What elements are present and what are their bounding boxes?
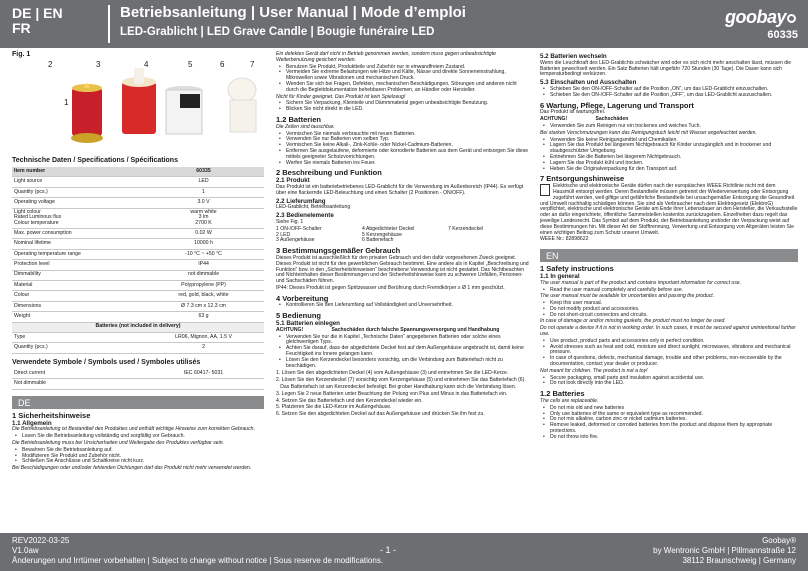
paragraph: Das Produkt ist ein batteriebetriebenes LED-Grablicht für die Verwendung im Außenbereich (IP44). Es verfügt über eine flackernde LED-Beleuchtung und einen Schalter (2 Positionen - ON/OFF).: [276, 183, 524, 196]
column-middle: [276, 52, 530, 419]
figure-label: Fig. 1: [12, 51, 31, 58]
list-item: • Lagern Sie das Produkt bei längerem Nichtgebrauch für Kinder unzugänglich und in trockener und staubgeschützter Umgebung.: [540, 143, 798, 155]
revision: REV2022-03-25: [12, 536, 70, 545]
heading-controls: 2.3 Bedienelemente: [276, 212, 334, 220]
list-item: • Vermischen Sie niemals verbrauchte mit neuen Batterien.: [276, 132, 530, 138]
paragraph: LED-Grablicht, Betriebsanleitung: [276, 204, 351, 211]
table-cell-label: Quantity (pcs.): [12, 187, 143, 197]
control-item: 1 ON-/OFF-Schalter: [276, 225, 322, 232]
list-item: • Kontrollieren Sie den Lieferumfang auf Vollständigkeit und Unversehrtheit.: [276, 303, 530, 309]
list-item: • Modifizieren Sie Produkt und Zubehör nicht.: [12, 454, 264, 460]
list-item: • Do not throw into fire.: [540, 435, 798, 441]
column-left: [12, 52, 264, 473]
paragraph: In case of damage or and/or missing gaskets, the product must no longer be used.: [540, 318, 726, 325]
bullet-list: [276, 132, 530, 167]
bullet-list: [540, 138, 798, 173]
heading-insert-batteries: 5.1 Batterien einlegen: [276, 320, 340, 328]
list-item: • Entfernen Sie ausgelaufene, deformierte oder korrodierte Batterien aus dem Gerät und entsorgen Sie diese mittels geeigneter Schutzvorrichtungen.: [276, 149, 530, 161]
footer-left: [12, 536, 383, 566]
list-item: • Schließen Sie Anschlüsse und Schaltkreise nicht kurz.: [12, 459, 264, 465]
table-cell-value: 63 g: [143, 312, 264, 322]
specs-table: [12, 167, 264, 354]
paragraph: IP44: Dieses Produkt ist gegen Spritzwasser und Berührung durch Fremdkörper ≥ Ø 1 mm geschützt.: [276, 284, 505, 291]
table-cell-value: LED: [143, 177, 264, 187]
list-item: • Secure packaging, small parts and insulation against accidental use.: [540, 376, 798, 382]
heading-change-batteries: 5.2 Batterien wechseln: [540, 53, 607, 60]
table-row: [12, 332, 264, 342]
paragraph: Wenn die Leuchtkraft des LED-Grablichts schwächer wird oder es sich nicht mehr anschalten lässt, müssen die Batterien gewechselt werden. Ein Satz Batterien hält ungefähr 720 Stunden (30 Tage). Die Dauer kann sich temperaturbedingt verkürzen.: [540, 59, 792, 78]
paragraph: Nicht für Kinder geeignet. Das Produkt ist kein Spielzeug!: [276, 93, 406, 100]
header-divider: [108, 5, 110, 43]
list-item: • Verwenden Sie zum Reinigen nur ein trockenes und weiches Tuch.: [540, 124, 798, 130]
table-row: [12, 239, 264, 249]
list-item: • Do not look directly into the LED.: [540, 381, 798, 387]
table-row: [12, 312, 264, 322]
paragraph: The cells are replaceable.: [540, 398, 599, 405]
table-row: [12, 167, 264, 177]
list-item: • Do not short-circuit connectors and circuits.: [540, 313, 798, 319]
section-bar-en: EN: [540, 249, 798, 262]
paragraph: The user manual must be available for uncertainties and passing the product.: [540, 293, 715, 300]
table-row: [12, 260, 264, 270]
list-item: • Only use batteries of the same or equivalent type as recommended.: [540, 412, 798, 418]
company-city: 38112 Braunschweig | Germany: [682, 556, 796, 565]
table-row: [12, 270, 264, 280]
brand-logo: goobay: [725, 7, 796, 28]
bullet-list: [540, 288, 798, 294]
table-cell-value: Polypropylene (PP): [143, 281, 264, 291]
list-item: • Verwenden Sie nur Batterien vom selben Typ.: [276, 137, 530, 143]
paragraph: WEEE Nr.: 82898622: [540, 236, 589, 243]
list-item: • Blicken Sie nicht direkt in die LED.: [276, 107, 530, 113]
step-item: 5. Platzieren Sie die LED-Kerze im Außengehäuse.: [276, 404, 392, 411]
fig-callout-3: 3: [96, 59, 101, 69]
heading-delivery: 2.2 Lieferumfang: [276, 197, 326, 205]
table-cell-value: IP44: [143, 260, 264, 270]
table-cell-value: 3.0 V: [143, 198, 264, 208]
list-item: • Remove leaked, deformed or corroded batteries from the product and dispose them by appropriate protections.: [540, 423, 798, 435]
step-item: 2. Lösen Sie den Kerzendeckel (7) vorsichtig vom Kerzengehäuse (5) und entnehmen Sie das Batteriefach (6).: [276, 377, 526, 384]
list-item: • Lesen Sie die Betriebsanleitung vollständig und sorgfältig vor Gebrauch.: [12, 434, 264, 440]
bullet-list: [540, 406, 798, 441]
list-item: • Keep this user manual.: [540, 301, 798, 307]
control-item: [448, 238, 530, 244]
list-item: • Bewahren Sie die Betriebsanleitung auf.: [12, 448, 264, 454]
company-address: by Wentronic GmbH | Pillmannstraße 12: [653, 546, 796, 555]
table-cell-value: 10000 h: [143, 239, 264, 249]
bullet-list: [540, 87, 798, 99]
bullet-list: [276, 303, 530, 309]
table-cell-label: Dimensions: [12, 301, 143, 311]
list-item: • Read the user manual completely and carefully before use.: [540, 288, 798, 294]
heading-batteries-de: 1.2 Batterien: [276, 114, 322, 124]
list-item: • Vermeiden Sie extreme Belastungen wie Hitze und Kälte, Nässe und direkte Sonneneinstrahlung, Mikrowellen sowie Vibrationen und mechanischen Druck.: [276, 70, 530, 82]
bullet-list: [12, 434, 264, 440]
paragraph: Siehe Fig. 1: [276, 218, 304, 225]
paragraph: Bei starken Verschmutzungen kann das Reinigungstuch leicht mit Wasser angefeuchtet werden.: [540, 129, 757, 136]
paragraph: The user manual is part of the product and contains important information for correct use.: [540, 279, 742, 286]
fig-callout-5: 5: [188, 59, 193, 69]
step-item: 3. Legen Sie 2 neue Batterien unter Beachtung der Polung von Plus und Minus in das Batteriefach ein.: [276, 390, 508, 397]
bullet-list: [276, 335, 530, 370]
table-cell-value: not dimmable: [143, 270, 264, 280]
bullet-list: [12, 448, 264, 465]
list-item: • Avoid stresses such as heat and cold, moisture and direct sunlight, microwaves, vibrations and mechanical pressure.: [540, 345, 798, 357]
specs-title: Technische Daten / Specifications / Spécifications: [12, 156, 178, 164]
list-item: • In case of questions, defects, mechanical damage, trouble and other problems, non-recoverable by the documentation, contact your dealer or producer.: [540, 356, 798, 368]
paragraph: Do not operate a device if it is not in working order. In such cases, it must be secured against unintentional further use.: [540, 325, 796, 338]
table-row: [12, 322, 264, 332]
list-item: • Use product, product parts and accessories only in perfect condition.: [540, 339, 798, 345]
heading-preparation: 4 Vorbereitung: [276, 293, 329, 303]
heading-maintenance: 6 Wartung, Pflege, Lagerung und Transport: [540, 100, 694, 110]
list-item: • Wenden Sie sich bei Fragen, Defekten, mechanischen Beschädigungen, Störungen und anderen nicht durch die Begleitdokumentation behebbaren Problemen, an Händler oder Hersteller.: [276, 82, 530, 94]
table-cell-label: Quantity (pcs.): [12, 343, 143, 353]
list-item: • Verwenden Sie keine Reinigungsmittel und Chemikalien.: [540, 138, 798, 144]
control-item: 6 Batteriefach: [362, 237, 394, 244]
bullet-list: [276, 101, 530, 113]
table-cell-label: Light colour Rated Luminous flux Colour temperature: [12, 208, 143, 228]
article-number: 60335: [767, 29, 798, 41]
table-cell-label: Nominal lifetime: [12, 239, 143, 249]
list-item: • Lagern Sie das Produkt kühl und trocken.: [540, 161, 798, 167]
table-cell-value: IEC 60417- 5031: [143, 369, 264, 379]
table-cell-label: Colour: [12, 291, 143, 301]
table-cell-value: -10 °C ~ +50 °C: [143, 249, 264, 259]
fig-callout-7: 7: [250, 59, 255, 69]
brand-name: Goobay®: [762, 536, 796, 545]
table-row: [12, 249, 264, 259]
language-codes: DE | EN FR: [12, 5, 63, 36]
table-row: [12, 379, 264, 389]
heading-disposal: 7 Entsorgungshinweise: [540, 174, 625, 184]
symbols-table: [12, 369, 264, 390]
table-cell-value: warm white 3 lm 2700 K: [143, 208, 264, 228]
table-cell-value: LR06, Mignon, AA, 1.5 V: [143, 332, 264, 342]
step-item: 4. Setzen Sie das Batteriefach und den Kerzendeckel wieder ein.: [276, 397, 423, 404]
table-cell-value: Ø 7.3 cm x 12.3 cm: [143, 301, 264, 311]
list-item: • Werfen Sie niemals Batterien ins Feuer.: [276, 161, 530, 167]
list-item: • Schieben Sie den ON-/OFF-Schalter auf die Position „ON“, um das LED-Grablicht einzuschalten.: [540, 87, 798, 93]
list-item: • Do not mix old and new batteries: [540, 406, 798, 412]
fig-callout-4: 4: [144, 59, 149, 69]
page-number: - 1 -: [380, 545, 397, 555]
paragraph: Das Produkt ist wartungsfrei.: [540, 109, 606, 116]
bullet-list: [276, 65, 530, 94]
table-cell-label: Direct current: [12, 369, 143, 379]
table-row: [12, 229, 264, 239]
list-item: • Entnehmen Sie die Batterien bei längerem Nichtgebrauch.: [540, 155, 798, 161]
column-right: [540, 52, 798, 442]
table-row: [12, 208, 264, 228]
heading-intended-use: 3 Bestimmungsgemäßer Gebrauch: [276, 246, 401, 256]
symbols-title: Verwendete Symbole / Symbols used / Symboles utilisés: [12, 358, 201, 366]
table-cell-label: Material: [12, 281, 143, 291]
heading-description: 2 Beschreibung und Funktion: [276, 168, 382, 178]
heading-batteries-en: 1.2 Batteries: [540, 389, 585, 399]
table-cell-value: 1: [143, 187, 264, 197]
steps-list: [276, 371, 530, 418]
table-cell-label: Item number: [12, 167, 143, 177]
table-row: [12, 343, 264, 353]
step-item: Das Batteriefach ist am Kerzendeckel befestigt. Bei grober Handhabung kann sich die Verbindung lösen.: [276, 384, 517, 391]
table-cell-value: 60335: [143, 167, 264, 177]
list-item: • Benutzen Sie Produkt, Produktteile und Zubehör nur in einwandfreiem Zustand.: [276, 65, 530, 71]
list-item: • Schieben Sie den ON-/OFF-Schalter auf die Position „OFF“, um das LED-Grablicht auszuschalten.: [540, 93, 798, 99]
table-cell-label: Protection level: [12, 260, 143, 270]
candle-illustration: [12, 60, 264, 150]
warning-line: ACHTUNG! Sachschäden durch falsche Spannungsversorgung und Handhabung: [276, 326, 500, 333]
paragraph: Elektrische und elektronische Geräte dürfen nach der europäischen WEEE Richtlinie nicht mit dem Hausmüll entsorgt werden. Deren Bestandteile müssen getrennt der Wiederverwertung oder Entsorgung zugeführt werden, weil giftige und gefährliche Bestandteile bei unsachgemäßer Entsorgung die Gesundheit und Umwelt nachhaltig schädigen können. Sie sind als Verbraucher nach dem Elektrogesetz (ElektroG) verpflichtet, elektrische und elektronische Geräte am Ende ihrer Lebensdauer an den Hersteller, die Verkaufsstelle oder an dafür eingerichtete, öffentliche Sammelstellen kostenlos zurückzugeben. Einzelheiten dazu regelt das jeweilige Landesrecht. Das Symbol auf dem Produkt, der Betriebsanleitung und/oder der Verpackung weist auf diese Bestimmungen hin. Mit dieser Art der Stofftrennung, Verwertung und Entsorgung von Altgeräten leisten Sie einen wichtigen Beitrag zum Schutz unserer Umwelt.: [540, 183, 798, 236]
list-item: • Sichern Sie Verpackung, Kleinteile und Dämmmaterial gegen unbeabsichtigte Benutzung.: [276, 101, 530, 107]
header-bar: [0, 0, 808, 48]
product-figure: [12, 60, 264, 150]
step-item: 6. Setzen Sie den abgedichteten Deckel auf das Außengehäuse und drücken Sie ihn fest zu.: [276, 411, 485, 418]
bullet-list: [540, 339, 798, 368]
fig-callout-2: 2: [48, 59, 53, 69]
heading-product: 2.1 Produkt: [276, 177, 310, 185]
table-row: [12, 291, 264, 301]
controls-grid: [276, 227, 530, 244]
control-item: 5 Kerzengehäuse: [362, 231, 402, 238]
fig-callout-1: 1: [64, 97, 69, 107]
bullet-list: [540, 124, 798, 130]
table-cell-label: Dimmability: [12, 270, 143, 280]
list-item: • Heben Sie die Originalverpackung für den Transport auf.: [540, 167, 798, 173]
control-item: 2 LED: [276, 231, 291, 238]
list-item: • Do not modify product and accessories.: [540, 307, 798, 313]
heading-operation: 5 Bedienung: [276, 311, 322, 321]
heading-general-en: 1.1 In general: [540, 272, 580, 280]
heading-switch: 5.3 Einschalten und Ausschalten: [540, 79, 637, 87]
table-cell-label: Max. power consumption: [12, 229, 143, 239]
paragraph: Ein defektes Gerät darf nicht in Betrieb genommen werden, sondern muss gegen unbeabsichtigte Weiterbenutzung gesichert werden.: [276, 51, 497, 63]
fig-callout-6: 6: [220, 59, 225, 69]
version: V1.0aw: [12, 546, 39, 555]
table-row: [12, 301, 264, 311]
table-cell-value: 2: [143, 343, 264, 353]
list-item: • Vermischen Sie keine Alkali-, Zink-Kohle- oder Nickel-Cadmium-Batterien.: [276, 143, 530, 149]
paragraph: Not meant for children. The product is not a toy!: [540, 367, 648, 374]
warning-line: ACHTUNG! Sachschäden: [540, 116, 629, 123]
table-cell-value: red, gold, black, white: [143, 291, 264, 301]
footer-right: [653, 536, 796, 566]
weee-bin-icon: [540, 184, 550, 196]
table-cell-label: Operating temperature range: [12, 249, 143, 259]
section-bar-de: DE: [12, 396, 264, 409]
step-item: 1. Lösen Sie den abgedichteten Deckel (4) vom Außengehäuse (3) und entnehmen Sie die LED-Kerze.: [276, 370, 509, 377]
list-item: • Lösen Sie den Kerzendeckel besonders vorsichtig, um die Verbindung zum Batteriefach nicht zu beschädigen.: [276, 358, 530, 370]
disclaimer: Änderungen und Irrtümer vorbehalten | Subject to change without notice | Sous reserve de modifications.: [12, 556, 384, 565]
table-cell-label: Type: [12, 332, 143, 342]
heading-general-de: 1.1 Allgemein: [12, 419, 52, 427]
paragraph: Dieses Produkt ist ausschließlich für den privaten Gebrauch und den dafür vorgesehenen Zweck geeignet. Dieses Produkt ist nicht für den gewerblichen Gebrauch bestimmt. Eine andere als in Kapitel „Beschreibung und Funktion“ bzw. in den „Sicherheitshinweisen“ beschriebene Verwendung ist nicht gestattet. Das Nichtbeachten und Nichteinhalten dieser Bestimmungen und der Sicherheitshinweise kann zu schweren Unfällen, Personen- und Sachschäden führen.: [276, 254, 529, 285]
heading-safety-en: 1 Safety instructions: [540, 264, 614, 274]
bullet-list: [540, 376, 798, 388]
table-row: [12, 198, 264, 208]
heading-safety-de: 1 Sicherheitshinweise: [12, 410, 91, 420]
control-item: 3 Außengehäuse: [276, 237, 315, 244]
paragraph: Bei Beschädigungen oder und/oder fehlenden Dichtungen darf das Produkt nicht mehr verwendet werden.: [12, 465, 252, 472]
document-title: Betriebsanleitung | User Manual | Mode d’emploi: [120, 4, 466, 21]
control-item: 4 Abgedichteter Deckel: [362, 225, 415, 232]
list-item: • Achten Sie darauf, dass der abgedichtete Deckel fest auf dem Außengehäuse angebracht ist, damit keine Feuchtigkeit ins Innere gelangen kann.: [276, 346, 530, 358]
footer-bar: [0, 533, 808, 571]
document-subtitle: LED-Grablicht | LED Grave Candle | Bougie funéraire LED: [120, 26, 435, 38]
paragraph: Die Betriebsanleitung muss bei Unsicherheiten und Weitergabe des Produktes verfügbar sein.: [12, 440, 224, 446]
table-cell-label: Not dimmable: [12, 379, 143, 389]
bullet-list: [540, 301, 798, 318]
paragraph: Die Betriebsanleitung ist Bestandteil des Produktes und enthält wichtige Hinweise zum korrekten Gebrauch.: [12, 426, 255, 433]
table-cell-label: Batteries (not included in delivery): [12, 322, 264, 332]
table-cell-value: [143, 379, 264, 389]
control-item: 7 Kerzendeckel: [448, 225, 484, 232]
table-cell-label: Weight: [12, 312, 143, 322]
list-item: • Do not mix alkaline, carbon zinc or nickel cadmium batteries.: [540, 417, 798, 423]
table-cell-value: 0.02 W: [143, 229, 264, 239]
table-cell-label: Light source: [12, 177, 143, 187]
paragraph: Die Zellen sind tauschbar.: [276, 123, 335, 130]
list-item: • Verwenden Sie nur die in Kapitel „Technische Daten“ angegebenen Batterien oder solche eines gleichwertigen Typs.: [276, 335, 530, 347]
table-row: [12, 177, 264, 187]
table-cell-label: Operating voltage: [12, 198, 143, 208]
table-row: [12, 187, 264, 197]
table-row: [12, 281, 264, 291]
table-row: [12, 369, 264, 379]
